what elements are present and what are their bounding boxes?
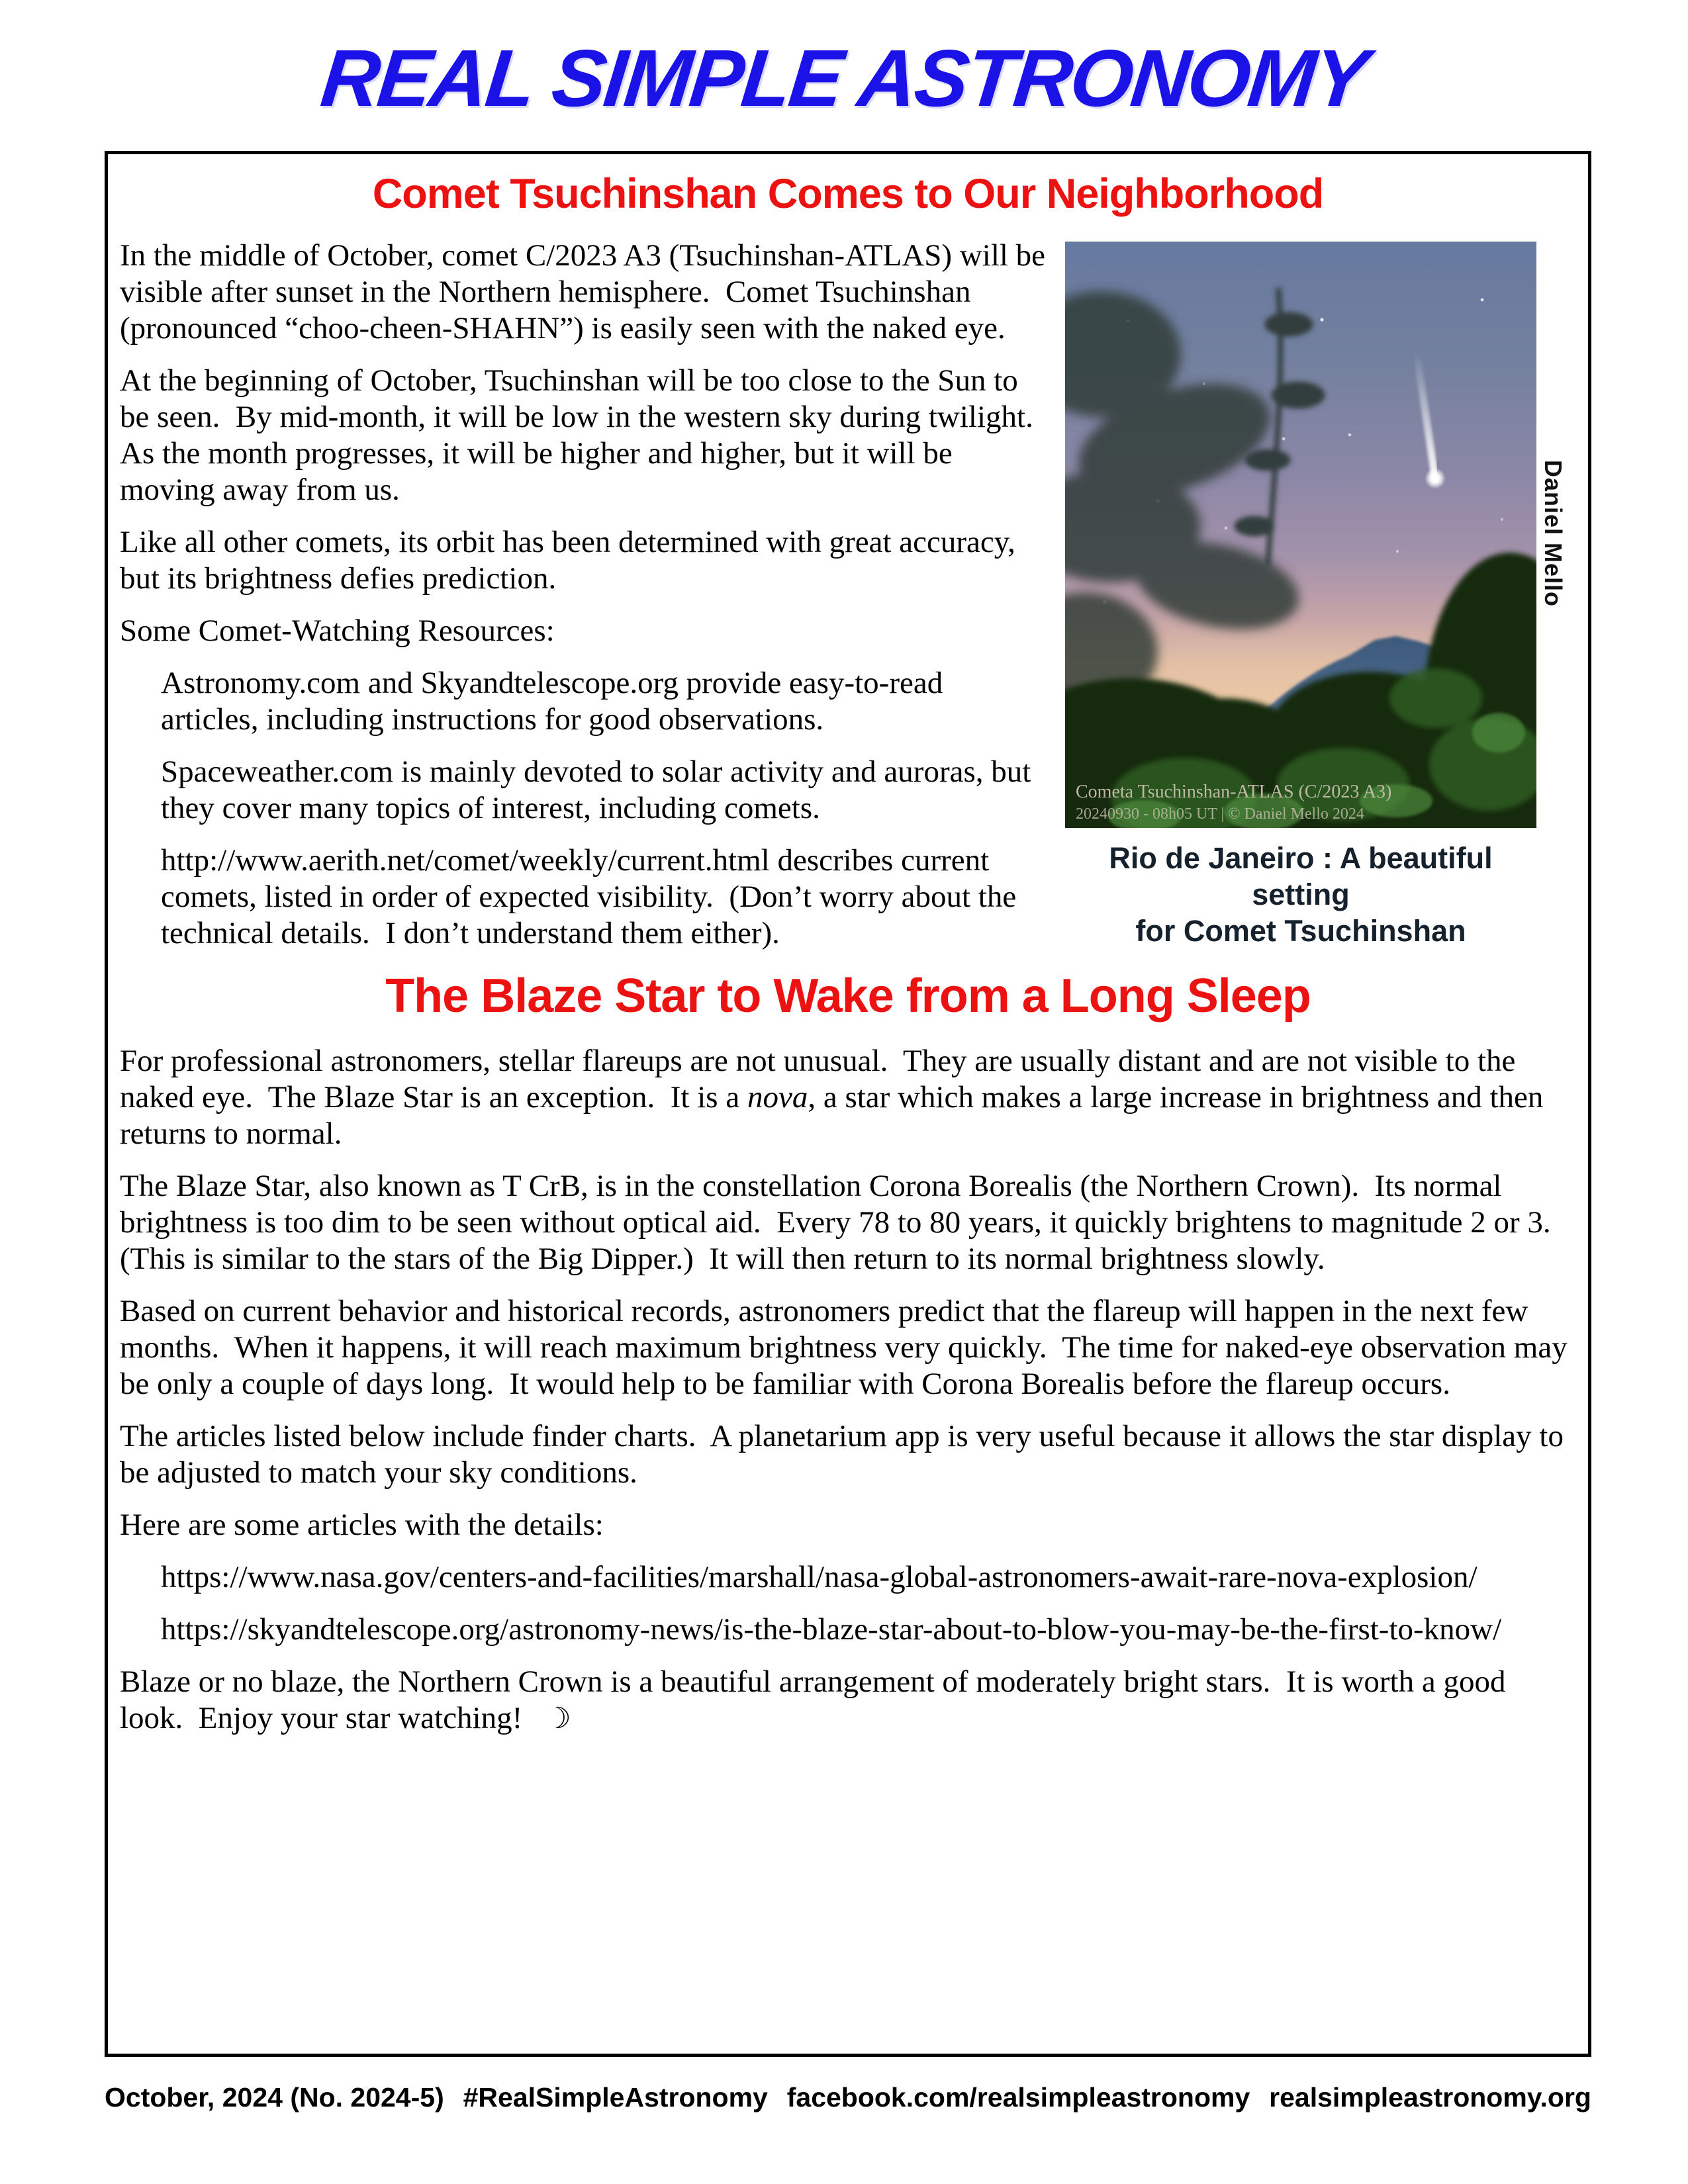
article2-closing <box>120 1664 1576 1737</box>
p1-after: , a star which makes a large increase in brightness and then returns to normal. <box>120 1080 1552 1151</box>
photo-overlay-date: 20240930 - 08h05 UT | © Daniel Mello 2024 <box>1076 805 1364 823</box>
article-blaze-star <box>120 969 1576 1737</box>
footer-hashtag: #RealSimpleAstronomy <box>463 2082 768 2113</box>
page-frame <box>105 151 1591 2057</box>
newsletter-title: REAL SIMPLE ASTRONOMY <box>317 33 1371 123</box>
photo-caption-line2: for Comet Tsuchinshan <box>1135 914 1466 948</box>
comet-photo-art <box>1065 242 1536 828</box>
article1-paragraph: In the middle of October, comet C/2023 A3 (Tsuchinshan-ATLAS) will be visible after sunset in the Northern hemisphere. Comet Tsuchinshan (pronounced “choo-cheen-SHAHN”) is easily seen with the naked eye. <box>120 238 1053 345</box>
article2-heading: The Blaze Star to Wake from a Long Sleep <box>385 970 1311 1023</box>
article1-paragraph: Like all other comets, its orbit has been determined with great accuracy, but its brightness defies prediction. <box>120 525 1023 596</box>
resource-item: Spaceweather.com is mainly devoted to solar activity and auroras, but they cover many topics of interest, including comets. <box>161 754 1039 825</box>
article1-paragraph: Some Comet-Watching Resources: <box>120 614 555 648</box>
skyandtelescope-link[interactable]: https://skyandtelescope.org/astronomy-news/is-the-blaze-star-about-to-blow-you-may-be-the-first-to-know/ <box>161 1612 1502 1647</box>
closing-text: Blaze or no blaze, the Northern Crown is a beautiful arrangement of moderately bright stars. It is worth a good look. Enjoy your star watching! <box>120 1664 1514 1735</box>
article-comet-tsuchinshan <box>120 170 1576 952</box>
article1-heading: Comet Tsuchinshan Comes to Our Neighborhood <box>372 171 1324 217</box>
photo-caption <box>1065 840 1536 949</box>
p1-before: For professional astronomers, stellar flareups are not unusual. They are usually distant and are not visible to the naked eye. The Blaze Star is an exception. It is a <box>120 1044 1524 1115</box>
footer-facebook-link[interactable]: facebook.com/realsimpleastronomy <box>786 2082 1250 2113</box>
article2-paragraph: Based on current behavior and historical records, astronomers predict that the flareup will happen in the next few months. When it happens, it will reach maximum brightness very quickly. The time for naked-eye observation may be only a couple of days long. It would help to be familiar with Corona Borealis before the flareup occurs. <box>120 1294 1575 1401</box>
article2-paragraph: Here are some articles with the details: <box>120 1508 604 1542</box>
photo-caption-line1: Rio de Janeiro : A beautiful setting <box>1109 841 1493 911</box>
footer-issue: October, 2024 (No. 2024-5) <box>105 2082 444 2113</box>
footer-website-link[interactable]: realsimpleastronomy.org <box>1269 2082 1591 2113</box>
photo-overlay-title: Cometa Tsuchinshan-ATLAS (C/2023 A3) <box>1076 782 1392 802</box>
comet-photo <box>1065 242 1536 828</box>
resource-item-link[interactable]: http://www.aerith.net/comet/weekly/current.html describes current comets, listed in order of expected visibility. (Don’t worry about the technical details. I don’t understand them either). <box>161 843 1024 950</box>
article2-paragraph <box>120 1043 1576 1152</box>
article2-paragraph: The Blaze Star, also known as T CrB, is in the constellation Corona Borealis (the Northern Crown). Its normal brightness is too dim to be seen without optical aid. Every 78 to 80 years, it quickly brightens to magnitude 2 or 3. (This is similar to the stars of the Big Dipper.) It will then return to its normal brightness slowly. <box>120 1169 1559 1276</box>
article1-paragraph: At the beginning of October, Tsuchinshan will be too close to the Sun to be seen. By mid-month, it will be low in the western sky during twilight. As the month progresses, it will be higher and higher, but it will be moving away from us. <box>120 363 1047 507</box>
article2-paragraph: The articles listed below include finder charts. A planetarium app is very useful because it allows the star display to be adjusted to match your sky conditions. <box>120 1419 1571 1490</box>
nova-italic: nova <box>747 1080 808 1115</box>
footer <box>105 2082 1591 2113</box>
nasa-link[interactable]: https://www.nasa.gov/centers-and-facilities/marshall/nasa-global-astronomers-await-rare-nova-explosion/ <box>161 1560 1477 1594</box>
crescent-moon-icon: ☽ <box>545 1702 571 1735</box>
comet-photo-figure <box>1065 242 1576 949</box>
photo-credit: Daniel Mello <box>1540 460 1567 608</box>
masthead <box>0 32 1688 124</box>
resource-item: Astronomy.com and Skyandtelescope.org provide easy-to-read articles, including instructions for good observations. <box>161 666 951 737</box>
